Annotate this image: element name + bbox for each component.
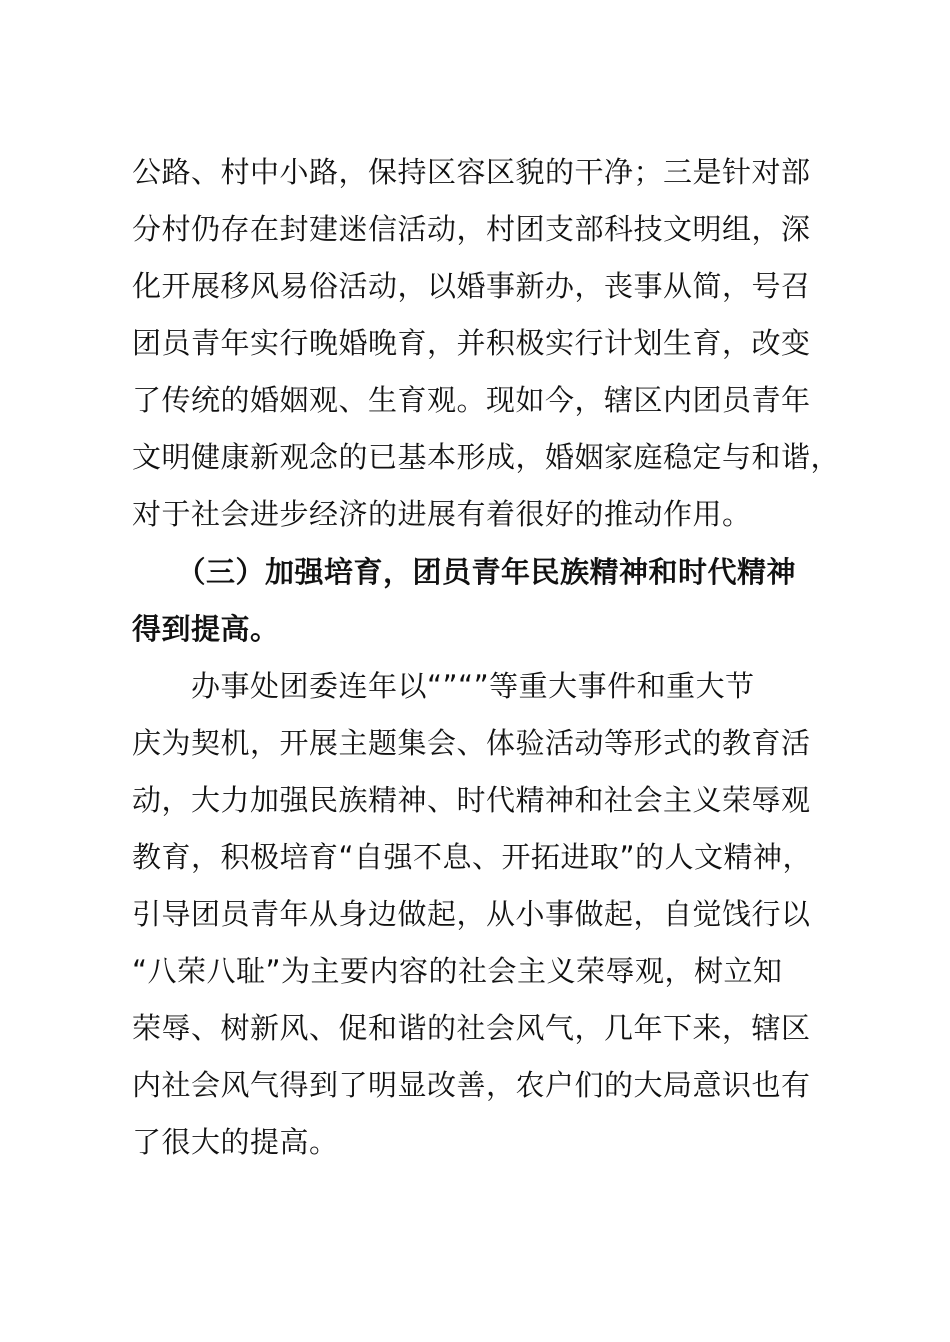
paragraph-line: 动，大力加强民族精神、时代精神和社会主义荣辱观: [132, 783, 811, 817]
paragraph-line: 了很大的提高。: [132, 1125, 339, 1159]
paragraph-line: 了传统的婚姻观、生育观。现如今，辖区内团员青年: [132, 383, 811, 417]
section-heading: [132, 544, 832, 658]
paragraph-line: 对于社会进步经济的进展有着很好的推动作用。: [132, 497, 752, 531]
paragraph-line: 教育，积极培育“自强不息、开拓进取”的人文精神，: [132, 840, 813, 874]
paragraph-line: 引导团员青年从身边做起，从小事做起，自觉饯行以: [132, 897, 811, 931]
paragraph-line: 公路、村中小路，保持区容区貌的干净；三是针对部: [132, 155, 811, 189]
paragraph-1: [132, 144, 841, 543]
heading-line: 得到提高。: [132, 612, 280, 646]
paragraph-line: 内社会风气得到了明显改善，农户们的大局意识也有: [132, 1068, 811, 1102]
paragraph-line: 化开展移风易俗活动，以婚事新办，丧事从简，号召: [132, 269, 811, 303]
paragraph-line: 荣辱、树新风、促和谐的社会风气，几年下来，辖区: [132, 1011, 811, 1045]
heading-line: （三）加强培育，团员青年民族精神和时代精神: [132, 555, 797, 589]
paragraph-line: 文明健康新观念的已基本形成，婚姻家庭稳定与和谐，: [132, 440, 841, 474]
paragraph-line: 分村仍存在封建迷信活动，村团支部科技文明组，深: [132, 212, 811, 246]
paragraph-2: [132, 658, 832, 1171]
paragraph-line: 团员青年实行晚婚晚育，并积极实行计划生育，改变: [132, 326, 811, 360]
paragraph-line: “八荣八耻”为主要内容的社会主义荣辱观，树立知: [132, 954, 783, 988]
paragraph-line: 庆为契机，开展主题集会、体验活动等形式的教育活: [132, 726, 811, 760]
paragraph-line: 办事处团委连年以“”“”等重大事件和重大节: [132, 669, 755, 703]
